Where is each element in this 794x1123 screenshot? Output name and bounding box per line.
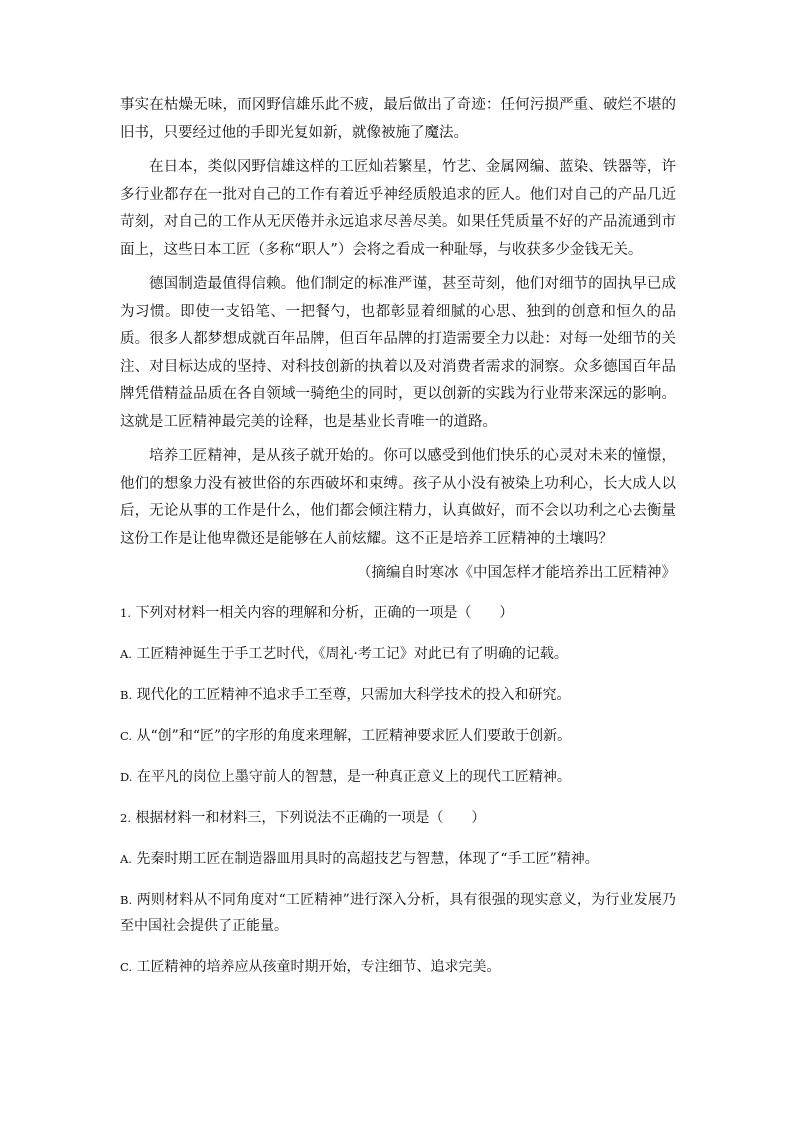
article-paragraph: 在日本，类似冈野信雄这样的工匠灿若繁星，竹艺、金属网编、蓝染、铁器等，许多行业都存在一批对自己的工作有着近乎神经质般追求的匠人。他们对自己的产品几近苛刻，对自己的工作从无厌倦并永远追求尽善尽美。如果任凭质量不好的产品流通到市面上，这些日本工匠（多称“职人”）会将之看成一种耻辱，与收获多少金钱无关。 [120,159,676,258]
question-number: 2. [120,810,131,825]
question-stem [120,805,676,831]
option-text: 工匠精神诞生于手工艺时代，《周礼·考工记》对此已有了明确的记载。 [136,645,568,662]
question-1 [120,600,676,790]
article-paragraph: 德国制造最值得信赖。他们制定的标准严谨，甚至苛刻，他们对细节的固执早已成为习惯。即使一支铅笔、一把餐勺，也都彰显着细腻的心思、独到的创意和恒久的品质。很多人都梦想成就百年品牌，但百年品牌的打造需要全力以赴：对每一处细节的关注、对目标达成的坚持、对科技创新的执着以及对消费者需求的洞察。众多德国百年品牌凭借精益品质在各自领域一骑绝尘的同时，更以创新的实践为行业带来深远的影响。这就是工匠精神最完美的诠释，也是基业长青唯一的道路。 [120,276,676,430]
option-letter: B. [120,892,133,907]
option-text: 两则材料从不同角度对“工匠精神”进行深入分析，具有很强的现实意义，为行业发展乃至中国社会提供了正能量。 [120,891,677,934]
article-paragraph: 培养工匠精神，是从孩子就开始的。你可以感受到他们快乐的心灵对未来的憧憬，他们的想象力没有被世俗的东西破坏和束缚。孩子从小没有被染上功利心，长大成人以后，无论从事的工作是什么，他们都会倾注精力，认真做好，而不会以功利之心去衡量这份工作是让他卑微还是能够在人前炫耀。这不正是培养工匠精神的土壤吗？ [120,448,676,547]
option-c [120,723,676,749]
question-text: 下列对材料一相关内容的理解和分析，正确的一项是（ ） [135,604,514,621]
option-text: 在平凡的岗位上墨守前人的智慧，是一种真正意义上的现代工匠精神。 [136,768,571,785]
option-b [120,682,676,708]
option-text: 从“创”和“匠”的字形的角度来理解，工匠精神要求匠人们要敢于创新。 [136,727,572,744]
option-letter: A. [120,646,132,661]
document-page [120,92,676,995]
option-text: 先秦时期工匠在制造器皿用具时的高超技艺与智慧，体现了“手工匠”精神。 [136,850,599,867]
option-d [120,764,676,790]
option-text: 现代化的工匠精神不追求手工至尊，只需加大科学技术的投入和研究。 [136,686,571,703]
article-source: （摘编自时寒冰《中国怎样才能培养出工匠精神》 [357,565,676,581]
question-2 [120,805,676,980]
option-letter: C. [120,959,133,974]
option-c [120,954,676,980]
option-a [120,846,676,872]
option-letter: D. [120,769,133,784]
option-letter: A. [120,851,132,866]
question-stem [120,600,676,626]
option-letter: C. [120,728,133,743]
option-text: 工匠精神的培养应从孩童时期开始，专注细节、追求完美。 [136,958,501,975]
question-number: 1. [120,605,131,620]
article-paragraph: 事实在枯燥无味，而冈野信雄乐此不疲，最后做出了奇迹：任何污损严重、破烂不堪的旧书，只要经过他的手即光复如新，就像被施了魔法。 [120,97,676,141]
option-letter: B. [120,687,133,702]
option-b [120,887,676,939]
option-a [120,641,676,667]
question-text: 根据材料一和材料三，下列说法不正确的一项是（ ） [135,809,486,826]
